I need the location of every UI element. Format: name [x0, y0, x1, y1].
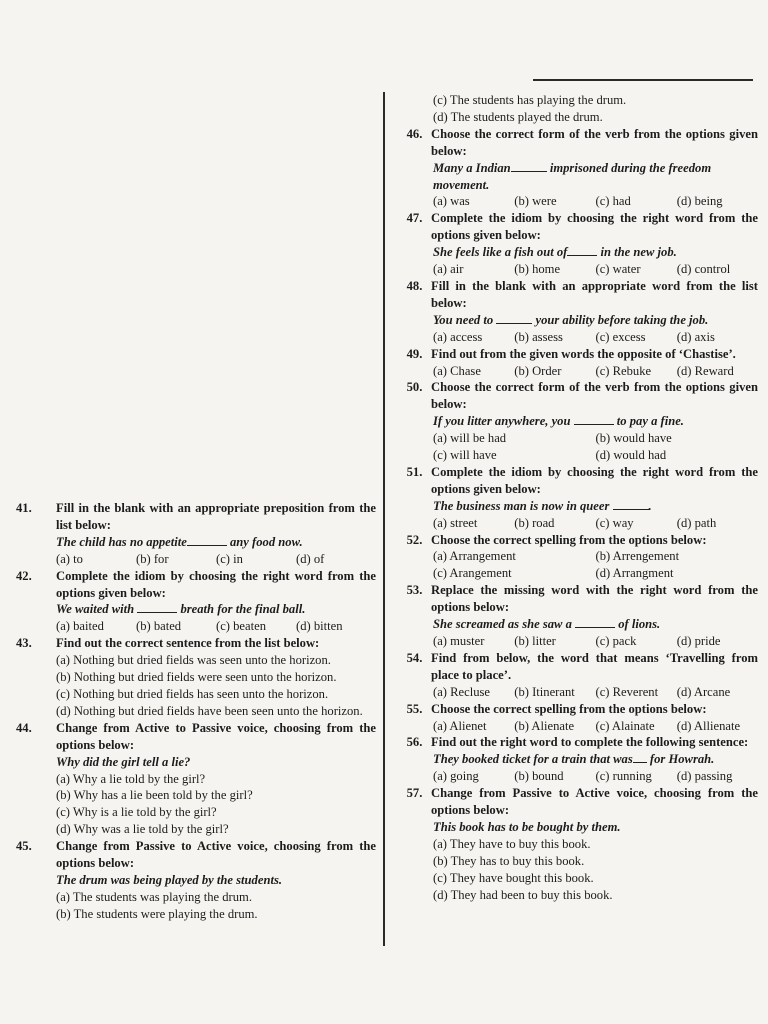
- option-d: (d) Arcane: [676, 684, 731, 699]
- question-sentence: The child has no appetite any food now.: [56, 534, 303, 549]
- option-a: (a) Nothing but dried fields was seen unto the horizon.: [56, 653, 331, 668]
- column-divider: [383, 92, 385, 946]
- question-45: [16, 838, 376, 923]
- option-a: (a) Recluse: [433, 684, 490, 699]
- option-b: (b) Order: [514, 363, 562, 378]
- options: [398, 633, 758, 650]
- question-number: 45.: [16, 839, 32, 854]
- option-d-continued: (d) The students played the drum.: [433, 109, 603, 124]
- option-c: (c) Arangement: [433, 566, 512, 581]
- options: [398, 768, 758, 785]
- option-a: (a) was: [433, 194, 470, 209]
- question-number: 43.: [16, 636, 32, 651]
- question-number: 41.: [16, 501, 32, 515]
- option-a: (a) air: [433, 262, 464, 277]
- option-d: (d) Allienate: [676, 718, 741, 733]
- question-text: Find out the right word to complete the following sentence:: [431, 735, 749, 750]
- option-b: (b) Itinerant: [514, 684, 575, 699]
- question-text: Complete the idiom by choosing the right word from the options given below:: [431, 211, 758, 243]
- left-column: [16, 500, 376, 923]
- option-c: (c) Alainate: [595, 718, 655, 733]
- option-a: (a) Chase: [433, 363, 481, 378]
- right-column: [398, 92, 758, 904]
- options: [16, 618, 376, 635]
- option-c: (c) way: [595, 515, 634, 530]
- option-a: (a) Why a lie told by the girl?: [56, 771, 206, 786]
- top-rule: [533, 79, 753, 81]
- question-sentence: We waited with breath for the final ball.: [56, 602, 306, 617]
- question-number: 51.: [406, 464, 423, 479]
- question-48: [398, 278, 758, 346]
- option-c: (c) had: [595, 194, 631, 209]
- question-41: [16, 500, 376, 568]
- question-text: Change from Active to Passive voice, choosing from the options below:: [56, 720, 376, 752]
- option-a: (a) The students was playing the drum.: [56, 889, 252, 904]
- options: [398, 565, 758, 582]
- question-number: 52.: [406, 532, 423, 547]
- question-number: 50.: [406, 380, 423, 395]
- option-c: (c) will have: [433, 448, 497, 463]
- option-b: (b) would have: [595, 431, 672, 446]
- question-number: 46.: [406, 126, 423, 141]
- question-text: Choose the correct spelling from the options below:: [431, 532, 707, 547]
- options: [398, 447, 758, 464]
- question-sentence: Why did the girl tell a lie?: [56, 754, 191, 769]
- option-b: (b) Nothing but dried fields were seen unto the horizon.: [56, 670, 337, 685]
- option-a: (a) access: [433, 329, 483, 344]
- option-d: (d) axis: [676, 329, 715, 344]
- option-b: (b) home: [514, 262, 561, 277]
- option-a: (a) Arrangement: [433, 549, 516, 564]
- question-50: [398, 379, 758, 464]
- question-number: 48.: [406, 278, 423, 293]
- question-text: Choose the correct spelling from the options below:: [431, 701, 707, 716]
- options: [398, 193, 758, 210]
- question-number: 57.: [406, 786, 423, 801]
- question-number: 44.: [16, 720, 32, 735]
- option-d: (d) Arrangment: [595, 566, 674, 581]
- question-sentence: She feels like a fish out of in the new job.: [433, 245, 677, 260]
- question-text: Change from Passive to Active voice, choosing from the options below:: [431, 786, 758, 818]
- question-sentence: She screamed as she saw a of lions.: [433, 617, 661, 632]
- options: [398, 430, 758, 447]
- options: [398, 363, 758, 380]
- question-sentence: Many a Indian imprisoned during the freedom movement.: [433, 160, 712, 192]
- option-b: (b) for: [136, 551, 169, 566]
- option-c: (c) Nothing but dried fields has seen unto the horizon.: [56, 686, 329, 701]
- question-text: Complete the idiom by choosing the right word from the options given below:: [431, 464, 758, 496]
- option-a: (a) will be had: [433, 431, 507, 446]
- option-a: (a) muster: [433, 634, 485, 648]
- option-b: (b) Arrengement: [595, 549, 680, 564]
- question-sentence: The drum was being played by the students.: [56, 872, 282, 887]
- question-43: [16, 635, 376, 720]
- options: [398, 329, 758, 346]
- question-text: Fill in the blank with an appropriate word from the list below:: [431, 278, 758, 310]
- option-a: (a) Alienet: [433, 718, 487, 733]
- option-c: (c) pack: [595, 634, 637, 648]
- question-text: Choose the correct form of the verb from the options given below:: [431, 126, 758, 158]
- question-53: [398, 582, 758, 650]
- option-b: (b) Why has a lie been told by the girl?: [56, 788, 253, 803]
- option-b: (b) were: [514, 194, 557, 209]
- option-c: (c) running: [595, 769, 652, 784]
- question-sentence: You need to your ability before taking the job.: [433, 312, 709, 327]
- option-b: (b) road: [514, 515, 555, 530]
- option-a: (a) to: [56, 551, 83, 566]
- option-d: (d) would had: [595, 448, 667, 463]
- options: [398, 684, 758, 701]
- question-text: Replace the missing word with the right word from the options below:: [431, 583, 758, 615]
- option-b: (b) Alienate: [514, 718, 575, 733]
- question-text: Find out the correct sentence from the list below:: [56, 636, 320, 651]
- option-c: (c) beaten: [216, 619, 266, 634]
- question-sentence: If you litter anywhere, you to pay a fine.: [433, 414, 684, 429]
- question-number: 42.: [16, 568, 32, 583]
- question-49: [398, 346, 758, 380]
- question-42: [16, 568, 376, 636]
- question-number: 53.: [406, 583, 423, 598]
- question-number: 49.: [406, 346, 423, 361]
- option-c: (c) They have bought this book.: [433, 870, 594, 885]
- option-a: (a) going: [433, 769, 479, 784]
- option-c: (c) Reverent: [595, 684, 659, 699]
- option-c: (c) water: [595, 262, 641, 277]
- options: [398, 515, 758, 532]
- question-text: Fill in the blank with an appropriate preposition from the list below:: [56, 501, 376, 532]
- option-c: (c) in: [216, 551, 243, 566]
- question-number: 56.: [406, 735, 423, 750]
- option-b: (b) litter: [514, 634, 556, 648]
- question-56: [398, 734, 758, 785]
- question-number: 55.: [406, 701, 423, 716]
- options: [398, 718, 758, 735]
- question-sentence: This book has to be bought by them.: [433, 819, 621, 834]
- question-text: Complete the idiom by choosing the right word from the options given below:: [56, 568, 376, 600]
- question-number: 47.: [406, 211, 423, 226]
- option-d: (d) Reward: [676, 363, 734, 378]
- option-b: (b) bound: [514, 769, 564, 784]
- option-d: (d) Why was a lie told by the girl?: [56, 822, 229, 837]
- option-d: (d) bitten: [296, 619, 343, 634]
- option-c: (c) Why is a lie told by the girl?: [56, 805, 217, 820]
- option-c: (c) Rebuke: [595, 363, 652, 378]
- options: [398, 548, 758, 565]
- options: [16, 551, 376, 568]
- question-47: [398, 210, 758, 278]
- option-b: (b) assess: [514, 329, 563, 344]
- option-d: (d) of: [296, 551, 325, 566]
- option-d: (d) path: [676, 515, 717, 530]
- question-51: [398, 464, 758, 532]
- option-d: (d) being: [676, 194, 723, 209]
- question-text: Change from Passive to Active voice, choosing from the options below:: [56, 839, 376, 871]
- options: [398, 261, 758, 278]
- option-d: (d) They had been to buy this book.: [433, 887, 613, 902]
- option-a: (a) baited: [56, 619, 104, 634]
- question-sentence: They booked ticket for a train that was for Howrah.: [433, 752, 715, 767]
- question-number: 54.: [406, 650, 423, 665]
- option-d: (d) passing: [676, 769, 733, 784]
- question-54: [398, 650, 758, 701]
- question-sentence: The business man is now in queer .: [433, 498, 652, 513]
- question-55: [398, 701, 758, 735]
- question-text: Choose the correct form of the verb from the options given below:: [431, 380, 758, 412]
- option-b: (b) bated: [136, 619, 182, 634]
- option-b: (b) The students were playing the drum.: [56, 906, 258, 921]
- option-d: (d) control: [676, 262, 731, 277]
- option-c-continued: (c) The students has playing the drum.: [433, 93, 627, 107]
- option-b: (b) They has to buy this book.: [433, 853, 585, 868]
- option-a: (a) street: [433, 515, 478, 530]
- question-46: [398, 126, 758, 211]
- question-44: [16, 720, 376, 838]
- question-text: Find out from the given words the opposite of ‘Chastise’.: [431, 346, 736, 361]
- option-a: (a) They have to buy this book.: [433, 836, 591, 851]
- question-text: Find from below, the word that means ‘Travelling from place to place’.: [431, 650, 758, 682]
- option-c: (c) excess: [595, 329, 646, 344]
- question-52: [398, 532, 758, 583]
- question-57: [398, 785, 758, 903]
- option-d: (d) pride: [676, 634, 721, 648]
- option-d: (d) Nothing but dried fields have been seen unto the horizon.: [56, 703, 363, 718]
